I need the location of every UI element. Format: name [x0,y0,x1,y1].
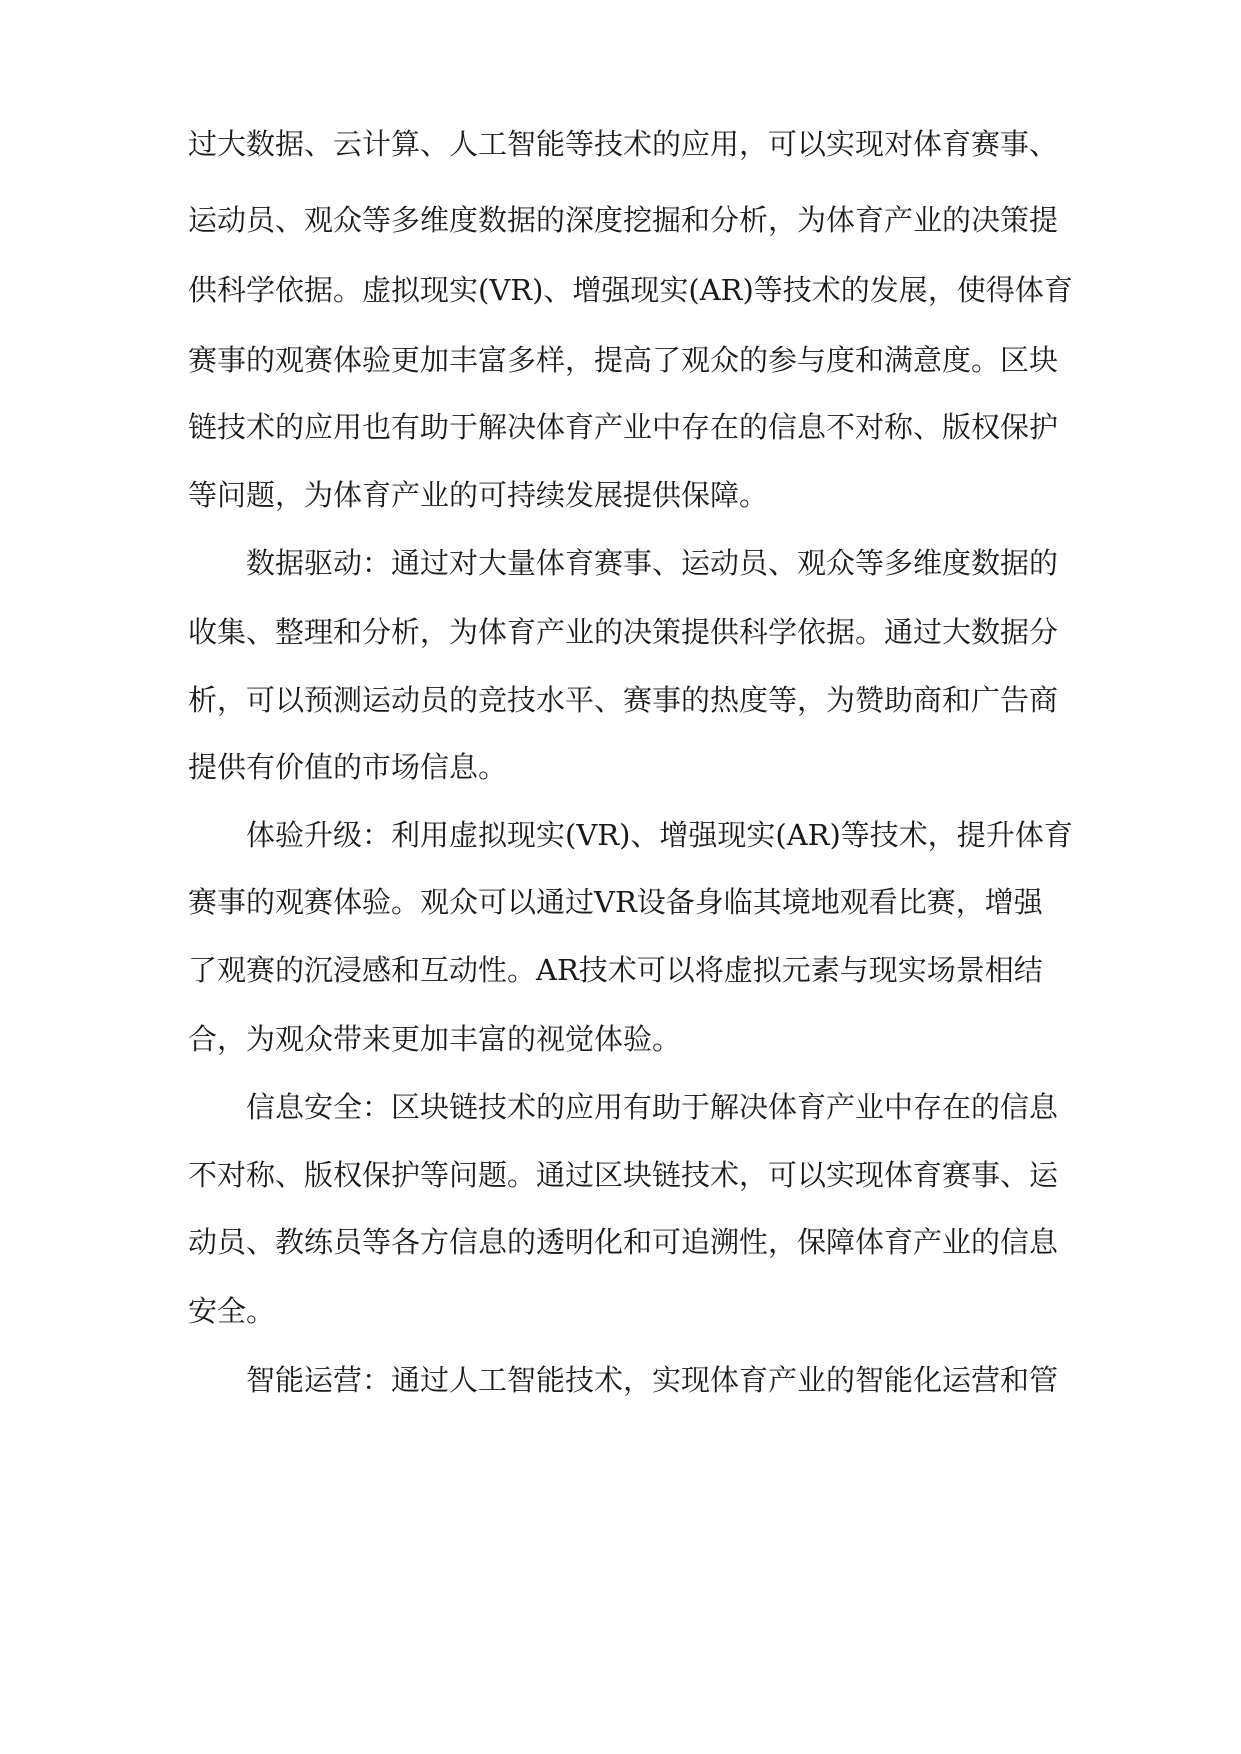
paragraph-information-security-start: 信息安全：区块链技术的应用有助于解决体育产业中存在的信息 [246,1090,1059,1124]
text-line: 过大数据、云计算、人工智能等技术的应用，可以实现对体育赛事、 [188,127,1059,161]
text-line: 安全。 [188,1294,276,1328]
text-line: 供科学依据。虚拟现实(VR)、增强现实(AR)等技术的发展，使得体育 [188,273,1073,307]
paragraph-intelligent-operation-start: 智能运营：通过人工智能技术，实现体育产业的智能化运营和管 [246,1363,1059,1397]
text-line: 动员、教练员等各方信息的透明化和可追溯性，保障体育产业的信息 [188,1225,1059,1259]
text-line: 运动员、观众等多维度数据的深度挖掘和分析，为体育产业的决策提 [188,203,1059,237]
text-line: 链技术的应用也有助于解决体育产业中存在的信息不对称、版权保护 [188,410,1059,444]
text-line: 提供有价值的市场信息。 [188,750,508,784]
text-line: 赛事的观赛体验更加丰富多样，提高了观众的参与度和满意度。区块 [188,343,1059,377]
text-line: 了观赛的沉浸感和互动性。AR技术可以将虚拟元素与现实场景相结 [188,953,1043,987]
text-line: 析，可以预测运动员的竞技水平、赛事的热度等，为赞助商和广告商 [188,683,1059,717]
text-line: 赛事的观赛体验。观众可以通过VR设备身临其境地观看比赛，增强 [188,885,1043,919]
text-line: 等问题，为体育产业的可持续发展提供保障。 [188,478,769,512]
text-line: 不对称、版权保护等问题。通过区块链技术，可以实现体育赛事、运 [188,1158,1059,1192]
text-line: 合，为观众带来更加丰富的视觉体验。 [188,1022,682,1056]
paragraph-experience-upgrade-start: 体验升级：利用虚拟现实(VR)、增强现实(AR)等技术，提升体育 [246,818,1073,852]
paragraph-data-driven-start: 数据驱动：通过对大量体育赛事、运动员、观众等多维度数据的 [246,546,1059,580]
text-line: 收集、整理和分析，为体育产业的决策提供科学依据。通过大数据分 [188,615,1059,649]
